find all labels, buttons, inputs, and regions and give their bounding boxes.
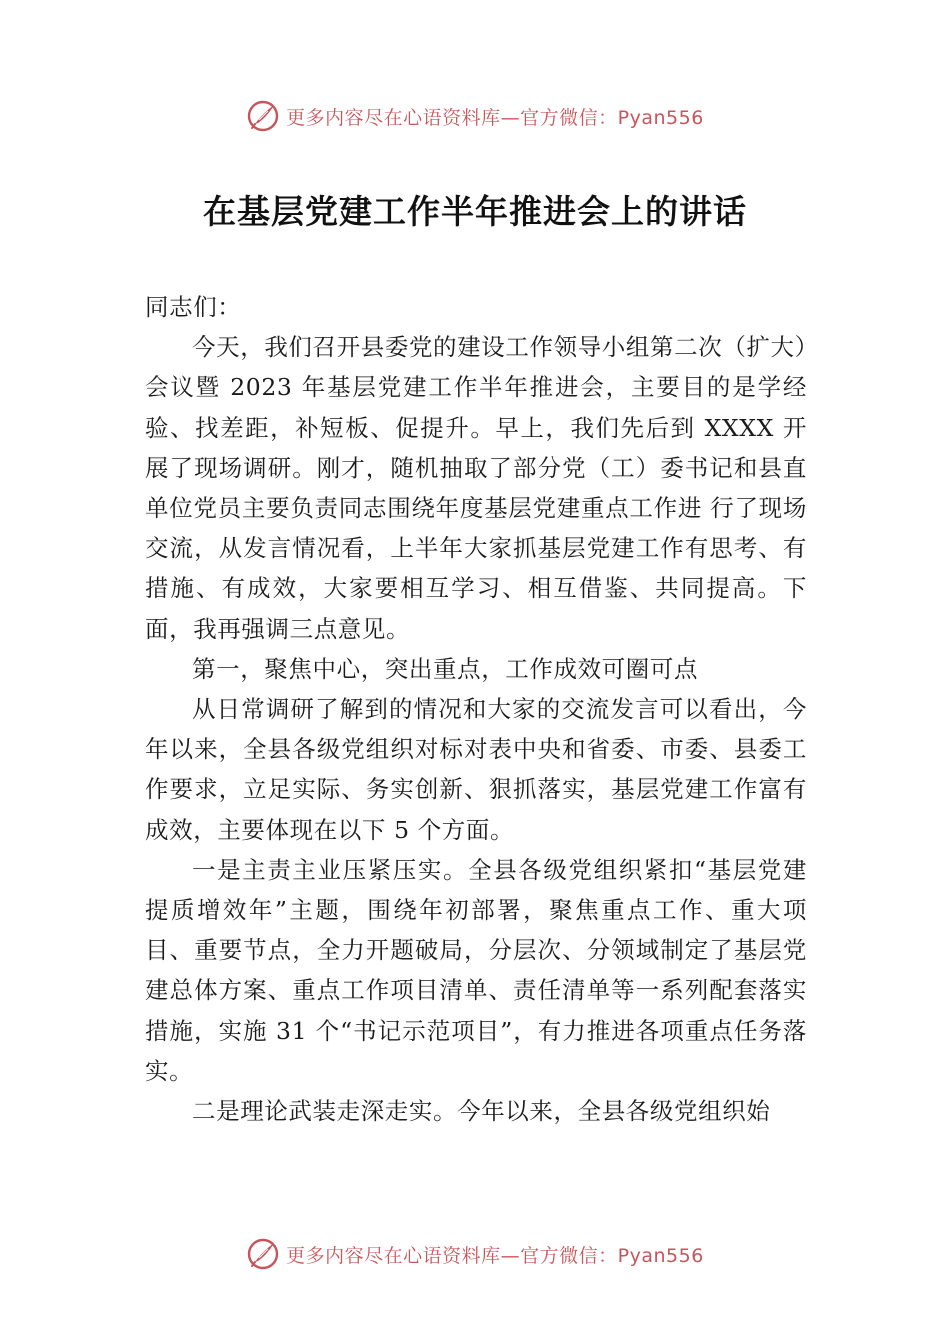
watermark-text: 更多内容尽在心语资料库—官方微信：Pyan556 [286,1244,704,1267]
paragraph-overview: 从日常调研了解到的情况和大家的交流发言可以看出，今年以来，全县各级党组织对标对表中央和省委、市委、县委工作要求，立足实际、务实创新、狠抓落实，基层党建工作富有成效，主要体现在以下 5 个方面。 [145,695,807,844]
document-body [145,287,807,1131]
paragraph-point-one: 一是主责主业压紧压实。全县各级党组织紧扣“基层党建提质增效年”主题，围绕年初部署，聚焦重点工作、重大项目、重要节点，全力开题破局，分层次、分领域制定了基层党建总体方案、重点工作项目清单、责任清单等一系列配套落实措施，实施 31 个“书记示范项目”，有力推进各项重点任务落实。 [145,855,807,1085]
section-heading-first: 第一，聚焦中心，突出重点，工作成效可圈可点 [192,654,699,683]
paragraph-intro: 今天，我们召开县委党的建设工作领导小组第二次（扩大）会议暨 2023 年基层党建工作半年推进会，主要目的是学经验、找差距，补短板、促提升。早上，我们先后到 XXXX 开展了现场调研。刚才，随机抽取了部分党（工）委书记和县直单位党员主要负责同志围绕年度基层党建重点工作进 行了现场交流，从发言情况看，上半年大家抓基层党建工作有思考、有措施、有成效，大家要相互学习、相互借鉴、共同提高。下面，我再强调三点意见。 [145,333,807,643]
watermark-footer [0,1234,950,1274]
paragraph-point-two: 二是理论武装走深走实。今年以来，全县各级党组织始 [192,1097,771,1126]
salutation: 同志们： [145,293,242,321]
feather-pen-icon [246,1237,280,1271]
page-title: 在基层党建工作半年推进会上的讲话 [203,192,747,231]
watermark-text: 更多内容尽在心语资料库—官方微信：Pyan556 [286,106,704,129]
watermark-header [0,96,950,136]
feather-pen-icon [246,99,280,133]
watermark-wechat-id: Pyan556 [617,106,704,129]
watermark-wechat-id: Pyan556 [617,1244,704,1267]
